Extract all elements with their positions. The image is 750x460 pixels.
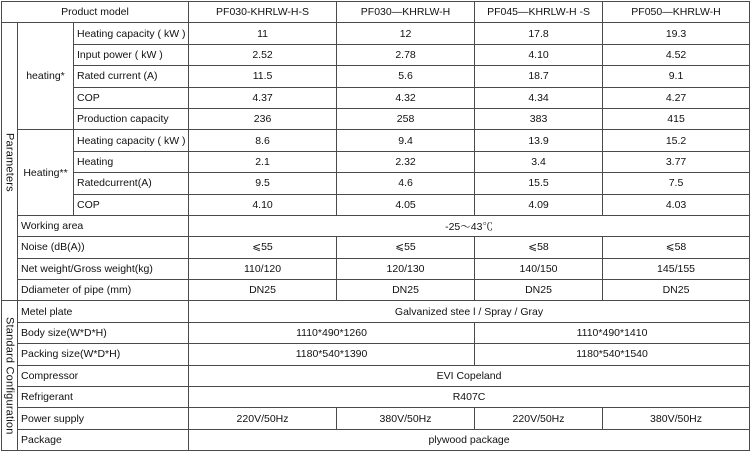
table-cell: 3.77 bbox=[603, 151, 750, 172]
table-cell: 8.6 bbox=[189, 130, 337, 151]
table-cell: Galvanized stee l / Spray / Gray bbox=[189, 301, 750, 322]
table-cell: 4.03 bbox=[603, 194, 750, 215]
table-cell: 12 bbox=[337, 23, 475, 44]
table-cell: 4.10 bbox=[475, 44, 603, 65]
table-cell: 9.5 bbox=[189, 173, 337, 194]
table-cell: 4.09 bbox=[475, 194, 603, 215]
table-cell: ⩽58 bbox=[603, 237, 750, 258]
table-cell: 7.5 bbox=[603, 173, 750, 194]
table-row bbox=[2, 23, 750, 44]
row-label: Noise (dB(A)) bbox=[18, 237, 189, 258]
table-cell: 11.5 bbox=[189, 66, 337, 87]
table-cell: -25～43℃ bbox=[189, 215, 750, 236]
table-cell: 15.2 bbox=[603, 130, 750, 151]
row-label: Compressor bbox=[18, 365, 189, 386]
table-cell: 4.10 bbox=[189, 194, 337, 215]
header-row bbox=[2, 2, 750, 23]
table-cell: 2.78 bbox=[337, 44, 475, 65]
table-cell: 2.32 bbox=[337, 151, 475, 172]
table-cell: 9.4 bbox=[337, 130, 475, 151]
table-row bbox=[2, 87, 750, 108]
row-label: Production capacity bbox=[74, 108, 189, 129]
table-cell: DN25 bbox=[189, 280, 337, 301]
model-header: PF030—KHRLW-H bbox=[337, 2, 475, 23]
table-cell: 220V/50Hz bbox=[475, 408, 603, 429]
table-cell: 383 bbox=[475, 108, 603, 129]
table-cell: 1180*540*1390 bbox=[189, 344, 475, 365]
row-label: Ratedcurrent(A) bbox=[74, 173, 189, 194]
table-row bbox=[2, 130, 750, 151]
table-row bbox=[2, 215, 750, 236]
table-cell: 120/130 bbox=[337, 258, 475, 279]
table-cell: 19.3 bbox=[603, 23, 750, 44]
table-cell: 140/150 bbox=[475, 258, 603, 279]
model-header: PF045—KHRLW-H -S bbox=[475, 2, 603, 23]
table-cell: 110/120 bbox=[189, 258, 337, 279]
table-cell: DN25 bbox=[337, 280, 475, 301]
table-cell: 4.52 bbox=[603, 44, 750, 65]
table-row bbox=[2, 429, 750, 450]
table-cell: DN25 bbox=[603, 280, 750, 301]
row-label: Body size(W*D*H) bbox=[18, 322, 189, 343]
table-cell: 415 bbox=[603, 108, 750, 129]
table-cell: 9.1 bbox=[603, 66, 750, 87]
row-label: Heating bbox=[74, 151, 189, 172]
table-cell: ⩽55 bbox=[337, 237, 475, 258]
row-label: Metel plate bbox=[18, 301, 189, 322]
row-label: Input power ( kW ) bbox=[74, 44, 189, 65]
spec-table bbox=[1, 1, 750, 451]
table-cell: R407C bbox=[189, 387, 750, 408]
table-row bbox=[2, 365, 750, 386]
model-header: PF050—KHRLW-H bbox=[603, 2, 750, 23]
row-label: Heating capacity ( kW ) bbox=[74, 23, 189, 44]
table-cell: 4.27 bbox=[603, 87, 750, 108]
row-label: Power supply bbox=[18, 408, 189, 429]
table-row bbox=[2, 322, 750, 343]
table-cell: 13.9 bbox=[475, 130, 603, 151]
table-cell: 1110*490*1260 bbox=[189, 322, 475, 343]
table-cell: ⩽55 bbox=[189, 237, 337, 258]
table-row bbox=[2, 344, 750, 365]
row-label: COP bbox=[74, 87, 189, 108]
row-label: Packing size(W*D*H) bbox=[18, 344, 189, 365]
table-cell: DN25 bbox=[475, 280, 603, 301]
table-cell: 2.1 bbox=[189, 151, 337, 172]
table-cell: 258 bbox=[337, 108, 475, 129]
table-cell: EVI Copeland bbox=[189, 365, 750, 386]
table-row bbox=[2, 173, 750, 194]
heating-group-label: Heating** bbox=[18, 130, 74, 216]
row-label: Rated current (A) bbox=[74, 66, 189, 87]
standard-configuration-section-label: Standard Configuration bbox=[2, 301, 18, 451]
row-label: Refrigerant bbox=[18, 387, 189, 408]
table-row bbox=[2, 44, 750, 65]
table-cell: plywood package bbox=[189, 429, 750, 450]
table-cell: 5.6 bbox=[337, 66, 475, 87]
model-header: PF030-KHRLW-H-S bbox=[189, 2, 337, 23]
table-cell: 1110*490*1410 bbox=[475, 322, 750, 343]
table-row bbox=[2, 237, 750, 258]
table-cell: 4.05 bbox=[337, 194, 475, 215]
table-cell: 1180*540*1540 bbox=[475, 344, 750, 365]
row-label: COP bbox=[74, 194, 189, 215]
table-cell: 2.52 bbox=[189, 44, 337, 65]
row-label: Working area bbox=[18, 215, 189, 236]
table-row bbox=[2, 194, 750, 215]
table-cell: 380V/50Hz bbox=[337, 408, 475, 429]
parameters-section-label: Parameters bbox=[2, 23, 18, 301]
table-cell: 18.7 bbox=[475, 66, 603, 87]
table-cell: 3.4 bbox=[475, 151, 603, 172]
table-row bbox=[2, 151, 750, 172]
table-row bbox=[2, 258, 750, 279]
table-row bbox=[2, 301, 750, 322]
table-cell: 17.8 bbox=[475, 23, 603, 44]
table-cell: 15.5 bbox=[475, 173, 603, 194]
table-cell: 236 bbox=[189, 108, 337, 129]
table-row bbox=[2, 408, 750, 429]
row-label: Net weight/Gross weight(kg) bbox=[18, 258, 189, 279]
table-cell: 380V/50Hz bbox=[603, 408, 750, 429]
table-cell: 4.32 bbox=[337, 87, 475, 108]
table-row bbox=[2, 66, 750, 87]
table-row bbox=[2, 387, 750, 408]
table-cell: 145/155 bbox=[603, 258, 750, 279]
table-row bbox=[2, 108, 750, 129]
table-cell: 4.6 bbox=[337, 173, 475, 194]
row-label: Ddiameter of pipe (mm) bbox=[18, 280, 189, 301]
table-cell: 4.34 bbox=[475, 87, 603, 108]
table-cell: 11 bbox=[189, 23, 337, 44]
product-model-header: Product model bbox=[2, 2, 189, 23]
table-row bbox=[2, 280, 750, 301]
heating-group-label: heating* bbox=[18, 23, 74, 130]
table-cell: 220V/50Hz bbox=[189, 408, 337, 429]
table-cell: ⩽58 bbox=[475, 237, 603, 258]
row-label: Package bbox=[18, 429, 189, 450]
table-cell: 4.37 bbox=[189, 87, 337, 108]
row-label: Heating capacity ( kW ) bbox=[74, 130, 189, 151]
